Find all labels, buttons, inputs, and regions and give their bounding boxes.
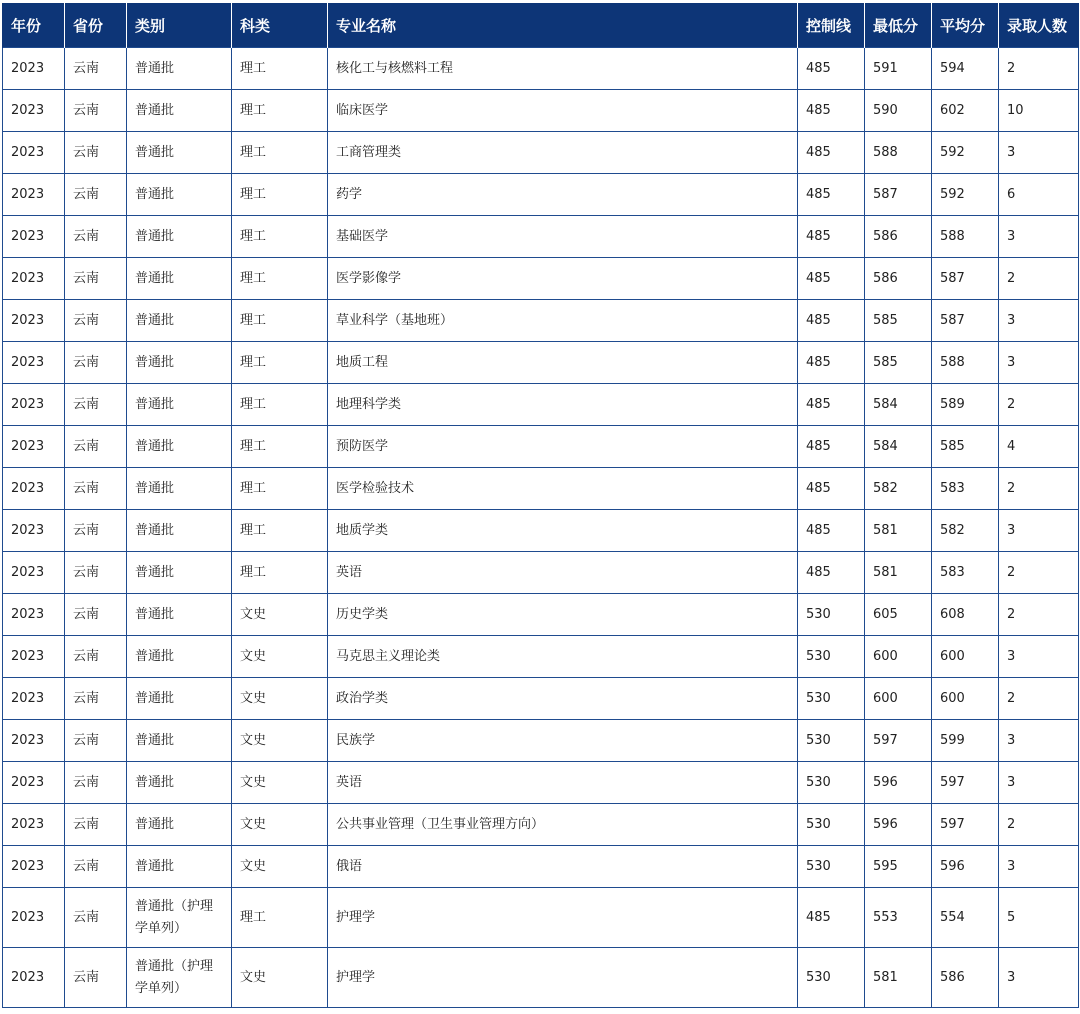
cell-admitted: 10 [999, 90, 1079, 132]
cell-admitted: 3 [999, 948, 1079, 1008]
cell-avg-score: 600 [932, 636, 999, 678]
cell-category: 普通批 [127, 468, 232, 510]
cell-year: 2023 [3, 300, 65, 342]
cell-subject-type: 理工 [232, 300, 328, 342]
cell-category: 普通批 [127, 384, 232, 426]
cell-category: 普通批 [127, 426, 232, 468]
cell-admitted: 6 [999, 174, 1079, 216]
cell-avg-score: 586 [932, 948, 999, 1008]
cell-category: 普通批 [127, 90, 232, 132]
table-row [3, 468, 1079, 510]
cell-category: 普通批 [127, 594, 232, 636]
cell-admitted: 3 [999, 762, 1079, 804]
cell-category: 普通批 [127, 846, 232, 888]
cell-province: 云南 [65, 804, 127, 846]
cell-category: 普通批（护理学单列） [127, 948, 232, 1008]
cell-major: 临床医学 [328, 90, 798, 132]
cell-major: 民族学 [328, 720, 798, 762]
cell-avg-score: 600 [932, 678, 999, 720]
cell-subject-type: 理工 [232, 510, 328, 552]
cell-subject-type: 文史 [232, 804, 328, 846]
table-row [3, 948, 1079, 1008]
header-year: 年份 [3, 3, 65, 48]
cell-category: 普通批 [127, 510, 232, 552]
header-category: 类别 [127, 3, 232, 48]
cell-control-line: 530 [798, 636, 865, 678]
cell-admitted: 2 [999, 678, 1079, 720]
cell-admitted: 3 [999, 720, 1079, 762]
cell-category: 普通批 [127, 636, 232, 678]
cell-province: 云南 [65, 258, 127, 300]
cell-category: 普通批 [127, 216, 232, 258]
cell-subject-type: 文史 [232, 636, 328, 678]
cell-subject-type: 理工 [232, 90, 328, 132]
cell-admitted: 2 [999, 468, 1079, 510]
cell-major: 俄语 [328, 846, 798, 888]
cell-year: 2023 [3, 468, 65, 510]
cell-admitted: 2 [999, 258, 1079, 300]
cell-admitted: 3 [999, 846, 1079, 888]
cell-category: 普通批 [127, 48, 232, 90]
table-row [3, 132, 1079, 174]
table-row [3, 846, 1079, 888]
cell-min-score: 585 [865, 342, 932, 384]
cell-year: 2023 [3, 636, 65, 678]
cell-year: 2023 [3, 132, 65, 174]
cell-control-line: 530 [798, 678, 865, 720]
table-row [3, 636, 1079, 678]
table-row [3, 552, 1079, 594]
cell-min-score: 584 [865, 384, 932, 426]
cell-control-line: 485 [798, 510, 865, 552]
cell-year: 2023 [3, 804, 65, 846]
cell-subject-type: 文史 [232, 720, 328, 762]
cell-subject-type: 文史 [232, 762, 328, 804]
table-row [3, 300, 1079, 342]
cell-province: 云南 [65, 552, 127, 594]
cell-min-score: 591 [865, 48, 932, 90]
cell-year: 2023 [3, 90, 65, 132]
cell-avg-score: 592 [932, 174, 999, 216]
cell-major: 地理科学类 [328, 384, 798, 426]
cell-min-score: 596 [865, 762, 932, 804]
cell-major: 草业科学（基地班） [328, 300, 798, 342]
cell-min-score: 590 [865, 90, 932, 132]
cell-province: 云南 [65, 384, 127, 426]
cell-admitted: 5 [999, 888, 1079, 948]
cell-year: 2023 [3, 174, 65, 216]
cell-control-line: 485 [798, 132, 865, 174]
cell-min-score: 586 [865, 258, 932, 300]
cell-min-score: 585 [865, 300, 932, 342]
cell-avg-score: 554 [932, 888, 999, 948]
cell-year: 2023 [3, 678, 65, 720]
cell-subject-type: 理工 [232, 888, 328, 948]
cell-min-score: 584 [865, 426, 932, 468]
cell-province: 云南 [65, 678, 127, 720]
cell-subject-type: 理工 [232, 216, 328, 258]
cell-province: 云南 [65, 888, 127, 948]
cell-province: 云南 [65, 174, 127, 216]
cell-province: 云南 [65, 300, 127, 342]
table-row [3, 510, 1079, 552]
cell-avg-score: 597 [932, 804, 999, 846]
cell-major: 护理学 [328, 948, 798, 1008]
table-row [3, 762, 1079, 804]
cell-admitted: 2 [999, 384, 1079, 426]
table-body [3, 48, 1079, 1008]
cell-major: 工商管理类 [328, 132, 798, 174]
cell-min-score: 581 [865, 948, 932, 1008]
table-row [3, 384, 1079, 426]
table-header [3, 3, 1079, 48]
cell-major: 基础医学 [328, 216, 798, 258]
cell-avg-score: 588 [932, 342, 999, 384]
table-row [3, 216, 1079, 258]
cell-subject-type: 文史 [232, 678, 328, 720]
cell-avg-score: 594 [932, 48, 999, 90]
cell-min-score: 553 [865, 888, 932, 948]
cell-year: 2023 [3, 342, 65, 384]
table-row [3, 888, 1079, 948]
cell-admitted: 3 [999, 132, 1079, 174]
cell-subject-type: 理工 [232, 258, 328, 300]
cell-subject-type: 文史 [232, 594, 328, 636]
cell-min-score: 588 [865, 132, 932, 174]
cell-admitted: 3 [999, 342, 1079, 384]
cell-province: 云南 [65, 342, 127, 384]
cell-year: 2023 [3, 594, 65, 636]
table-row [3, 804, 1079, 846]
cell-control-line: 530 [798, 948, 865, 1008]
cell-major: 医学检验技术 [328, 468, 798, 510]
cell-province: 云南 [65, 594, 127, 636]
cell-admitted: 2 [999, 594, 1079, 636]
table-row [3, 90, 1079, 132]
cell-avg-score: 588 [932, 216, 999, 258]
cell-admitted: 3 [999, 510, 1079, 552]
cell-major: 英语 [328, 762, 798, 804]
cell-min-score: 595 [865, 846, 932, 888]
cell-major: 核化工与核燃料工程 [328, 48, 798, 90]
cell-major: 护理学 [328, 888, 798, 948]
cell-control-line: 485 [798, 174, 865, 216]
cell-year: 2023 [3, 384, 65, 426]
cell-min-score: 586 [865, 216, 932, 258]
cell-subject-type: 理工 [232, 384, 328, 426]
cell-control-line: 530 [798, 594, 865, 636]
cell-avg-score: 587 [932, 300, 999, 342]
cell-control-line: 485 [798, 384, 865, 426]
cell-major: 地质学类 [328, 510, 798, 552]
cell-category: 普通批 [127, 174, 232, 216]
cell-control-line: 485 [798, 552, 865, 594]
cell-control-line: 530 [798, 762, 865, 804]
cell-control-line: 530 [798, 804, 865, 846]
cell-province: 云南 [65, 468, 127, 510]
cell-control-line: 485 [798, 426, 865, 468]
cell-subject-type: 理工 [232, 426, 328, 468]
cell-min-score: 582 [865, 468, 932, 510]
cell-avg-score: 585 [932, 426, 999, 468]
cell-major: 药学 [328, 174, 798, 216]
cell-category: 普通批 [127, 552, 232, 594]
cell-min-score: 605 [865, 594, 932, 636]
cell-min-score: 587 [865, 174, 932, 216]
header-row [3, 3, 1079, 48]
cell-min-score: 581 [865, 552, 932, 594]
cell-year: 2023 [3, 48, 65, 90]
cell-year: 2023 [3, 720, 65, 762]
cell-control-line: 530 [798, 720, 865, 762]
cell-category: 普通批 [127, 762, 232, 804]
cell-admitted: 3 [999, 636, 1079, 678]
cell-min-score: 600 [865, 636, 932, 678]
cell-category: 普通批 [127, 804, 232, 846]
cell-control-line: 485 [798, 216, 865, 258]
cell-admitted: 2 [999, 552, 1079, 594]
table-row [3, 48, 1079, 90]
admissions-table [2, 3, 1079, 1008]
cell-min-score: 596 [865, 804, 932, 846]
cell-admitted: 2 [999, 48, 1079, 90]
cell-subject-type: 理工 [232, 552, 328, 594]
cell-province: 云南 [65, 636, 127, 678]
cell-avg-score: 582 [932, 510, 999, 552]
header-province: 省份 [65, 3, 127, 48]
cell-subject-type: 理工 [232, 174, 328, 216]
cell-subject-type: 理工 [232, 342, 328, 384]
cell-avg-score: 589 [932, 384, 999, 426]
cell-avg-score: 608 [932, 594, 999, 636]
cell-subject-type: 文史 [232, 948, 328, 1008]
table-row [3, 258, 1079, 300]
cell-year: 2023 [3, 846, 65, 888]
cell-major: 公共事业管理（卫生事业管理方向） [328, 804, 798, 846]
cell-admitted: 4 [999, 426, 1079, 468]
header-admitted: 录取人数 [999, 3, 1079, 48]
cell-province: 云南 [65, 426, 127, 468]
table-row [3, 678, 1079, 720]
cell-major: 地质工程 [328, 342, 798, 384]
cell-year: 2023 [3, 552, 65, 594]
cell-control-line: 485 [798, 300, 865, 342]
cell-province: 云南 [65, 762, 127, 804]
cell-avg-score: 602 [932, 90, 999, 132]
cell-province: 云南 [65, 948, 127, 1008]
cell-admitted: 3 [999, 300, 1079, 342]
cell-province: 云南 [65, 720, 127, 762]
cell-year: 2023 [3, 216, 65, 258]
header-min-score: 最低分 [865, 3, 932, 48]
cell-year: 2023 [3, 762, 65, 804]
cell-subject-type: 理工 [232, 48, 328, 90]
header-subject-type: 科类 [232, 3, 328, 48]
cell-avg-score: 592 [932, 132, 999, 174]
cell-category: 普通批 [127, 132, 232, 174]
table-row [3, 174, 1079, 216]
cell-major: 历史学类 [328, 594, 798, 636]
cell-category: 普通批 [127, 720, 232, 762]
cell-province: 云南 [65, 216, 127, 258]
cell-year: 2023 [3, 426, 65, 468]
header-avg-score: 平均分 [932, 3, 999, 48]
cell-year: 2023 [3, 888, 65, 948]
cell-control-line: 485 [798, 90, 865, 132]
cell-control-line: 485 [798, 888, 865, 948]
cell-subject-type: 文史 [232, 846, 328, 888]
cell-avg-score: 583 [932, 468, 999, 510]
cell-control-line: 485 [798, 48, 865, 90]
table-row [3, 720, 1079, 762]
cell-avg-score: 596 [932, 846, 999, 888]
cell-province: 云南 [65, 90, 127, 132]
cell-min-score: 597 [865, 720, 932, 762]
cell-avg-score: 599 [932, 720, 999, 762]
cell-category: 普通批 [127, 678, 232, 720]
header-major: 专业名称 [328, 3, 798, 48]
table-row [3, 342, 1079, 384]
cell-control-line: 485 [798, 468, 865, 510]
cell-avg-score: 587 [932, 258, 999, 300]
table-row [3, 426, 1079, 468]
cell-min-score: 581 [865, 510, 932, 552]
cell-major: 预防医学 [328, 426, 798, 468]
cell-major: 医学影像学 [328, 258, 798, 300]
cell-admitted: 2 [999, 804, 1079, 846]
cell-control-line: 485 [798, 342, 865, 384]
cell-province: 云南 [65, 846, 127, 888]
cell-year: 2023 [3, 510, 65, 552]
cell-control-line: 530 [798, 846, 865, 888]
cell-major: 英语 [328, 552, 798, 594]
cell-province: 云南 [65, 510, 127, 552]
cell-province: 云南 [65, 48, 127, 90]
cell-major: 政治学类 [328, 678, 798, 720]
cell-category: 普通批 [127, 300, 232, 342]
cell-min-score: 600 [865, 678, 932, 720]
cell-avg-score: 597 [932, 762, 999, 804]
cell-subject-type: 理工 [232, 132, 328, 174]
cell-admitted: 3 [999, 216, 1079, 258]
cell-category: 普通批（护理学单列） [127, 888, 232, 948]
cell-control-line: 485 [798, 258, 865, 300]
table-row [3, 594, 1079, 636]
cell-year: 2023 [3, 258, 65, 300]
cell-year: 2023 [3, 948, 65, 1008]
cell-avg-score: 583 [932, 552, 999, 594]
header-control-line: 控制线 [798, 3, 865, 48]
cell-subject-type: 理工 [232, 468, 328, 510]
cell-major: 马克思主义理论类 [328, 636, 798, 678]
cell-category: 普通批 [127, 258, 232, 300]
cell-province: 云南 [65, 132, 127, 174]
cell-category: 普通批 [127, 342, 232, 384]
